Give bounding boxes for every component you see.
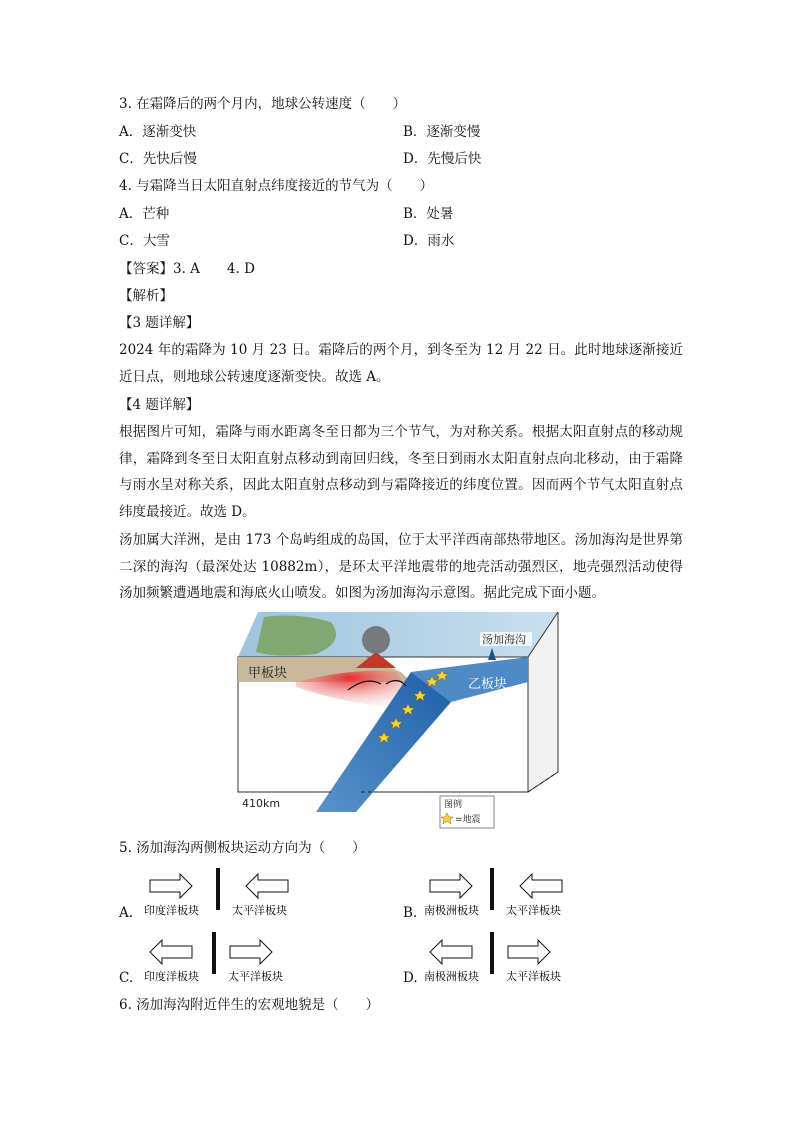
q5-a-boundary [216, 868, 220, 910]
tonga-trench-diagram [236, 612, 560, 832]
q3-option-c: C．先快后慢 [119, 151, 197, 167]
q5-option-b-diagram [420, 868, 590, 920]
q5-b-left-label: 南极洲板块 [424, 904, 479, 917]
q5-stem: 5. 汤加海沟两侧板块运动方向为（ ） [119, 840, 366, 856]
q3-detail-heading: 【3 题详解】 [119, 315, 200, 331]
q5-a-left-arrow-icon [150, 874, 192, 898]
plate-b-label: 乙板块 [468, 677, 508, 692]
q4-option-b: B．处暑 [403, 206, 454, 222]
q4-option-c: C．大雪 [119, 233, 170, 249]
q6-stem: 6. 汤加海沟附近伴生的宏观地貌是（ ） [119, 997, 380, 1013]
ash-plume [362, 626, 390, 654]
q5-a-right-label: 太平洋板块 [232, 904, 287, 917]
q3-option-b: B．逐渐变慢 [403, 124, 481, 140]
q5-b-boundary [490, 868, 494, 910]
depth-label: 410km [242, 797, 281, 810]
q5-d-left-label: 南极洲板块 [424, 970, 479, 983]
q5-a-right-arrow-icon [246, 874, 288, 898]
q5-option-b-letter: B. [403, 905, 418, 921]
q4-stem: 4. 与霜降当日太阳直射点纬度接近的节气为（ ） [119, 178, 434, 194]
plate-a-label: 甲板块 [248, 666, 288, 681]
answer-line: 【答案】3. A 4. D [119, 261, 255, 277]
q5-option-a-diagram [140, 868, 310, 920]
q3-option-a: A．逐渐变快 [119, 124, 197, 140]
q5-option-c-diagram [140, 932, 310, 984]
legend-title: 图例 [444, 800, 463, 810]
q5-c-left-arrow-icon [150, 940, 192, 964]
trench-label: 汤加海沟 [482, 633, 526, 646]
q5-option-d-diagram [420, 932, 590, 984]
q5-b-right-arrow-icon [520, 874, 562, 898]
q5-d-right-arrow-icon [508, 940, 550, 964]
q5-c-right-label: 太平洋板块 [228, 970, 283, 983]
q5-b-right-label: 太平洋板块 [506, 904, 561, 917]
q5-c-right-arrow-icon [230, 940, 272, 964]
q5-d-right-label: 太平洋板块 [506, 970, 561, 983]
landmass [256, 615, 336, 655]
q5-d-left-arrow-icon [430, 940, 472, 964]
q3-stem: 3. 在霜降后的两个月内，地球公转速度（ ） [119, 96, 407, 112]
q5-option-d-letter: D. [403, 970, 418, 986]
q4-detail-text: 根据图片可知，霜降与雨水距离冬至日都为三个节气，为对称关系。根据太阳直射点的移动规律，霜降到冬至日太阳直射点移动到南回归线，冬至日到雨水太阳直射点向北移动，由于霜降与雨水呈对称关系，因此太阳直射点移动到与霜降接近的纬度位置。因而两个节气太阳直射点纬度最接近。故选 D。 [119, 424, 683, 520]
legend-item: =地震 [455, 815, 481, 825]
q5-d-boundary [490, 932, 494, 974]
q4-option-d: D．雨水 [403, 233, 455, 249]
q5-c-left-label: 印度洋板块 [144, 970, 199, 983]
q4-option-a: A．芒种 [119, 206, 170, 222]
q5-option-c-letter: C. [119, 970, 134, 986]
q5-b-left-arrow-icon [430, 874, 472, 898]
q5-c-boundary [212, 932, 216, 974]
passage-text: 汤加属大洋洲，是由 173 个岛屿组成的岛国，位于太平洋西南部热带地区。汤加海沟是世界第二深的海沟（最深处达 10882m），是环太平洋地震带的地壳活动强烈区，地壳强烈活动使得汤加频繁遭遇地震和海底火山喷发。如图为汤加海沟示意图。据此完成下面小题。 [119, 532, 683, 601]
q4-detail-heading: 【4 题详解】 [119, 397, 200, 413]
q3-option-d: D．先慢后快 [403, 151, 482, 167]
q5-option-a-letter: A. [119, 905, 134, 921]
analysis-label: 【解析】 [119, 288, 173, 304]
q5-a-left-label: 印度洋板块 [144, 904, 199, 917]
q3-detail-text: 2024 年的霜降为 10 月 23 日。霜降后的两个月，到冬至为 12 月 22 日。此时地球逐渐接近近日点，则地球公转速度逐渐变快。故选 A。 [119, 342, 683, 385]
